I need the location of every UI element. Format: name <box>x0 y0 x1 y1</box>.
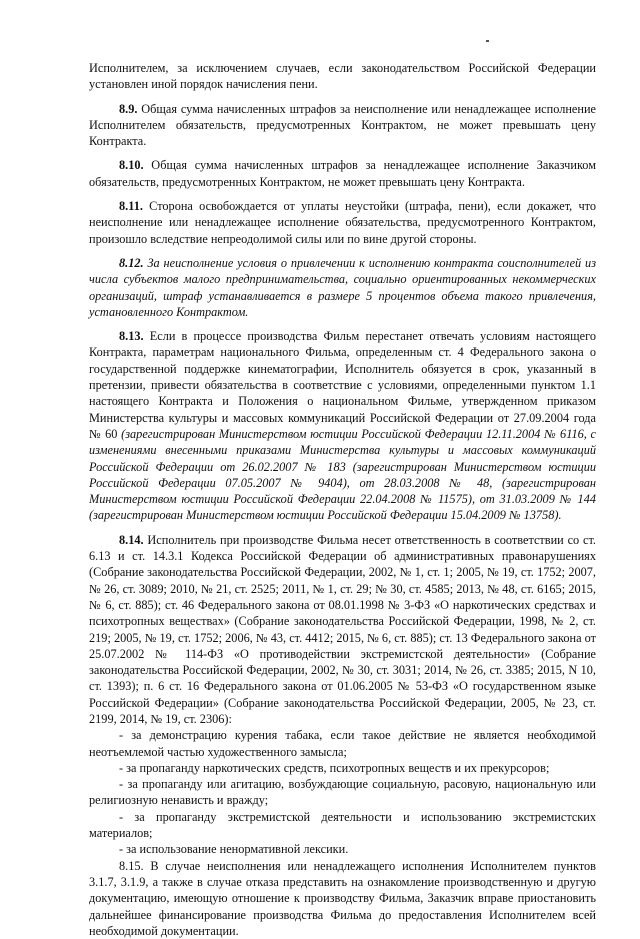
clause-number: 8.14. <box>119 532 144 547</box>
paragraph-8-15: 8.15. В случае неисполнения или ненадлежащего исполнения Исполнителем пунктов 3.1.7, 3.1.9, а также в случае отказа представить на ознакомление производственную и другую документацию, имеющую отношение к производству Фильма, Заказчик вправе приостановить дальнейшее финансирование производства Фильма до предоставления Исполнителем всей необходимой документации. <box>89 858 596 938</box>
clause-number: 8.10. <box>119 158 144 173</box>
paragraph-8-14: 8.14. Исполнитель при производстве Фильма несет ответственность в соответствии со ст. 6.13 и ст. 14.3.1 Кодекса Российской Федерации об административных правонарушениях (Собрание законодательства Российской Федерации, 2002, № 1, ст. 1; 2005, № 19, ст. 1752; 2007, № 26, ст. 3089; 2010, № 21, ст. 2525; 2011, № 1, ст. 29; № 30, ст. 4585; 2013, № 48, ст. 6165; 2015, № 6, ст. 885); ст. 46 Федерального закона от 08.01.1998 № 3-ФЗ «О наркотических средствах и психотропных веществах» (Собрание законодательства Российской Федерации, 1998, № 2, ст. 219; 2005, № 19, ст. 1752; 2006, № 43, ст. 4412; 2015, № 6, ст. 885); ст. 13 Федерального закона от 25.07.2002 № 114-ФЗ «О противодействии экстремистской деятельности» (Собрание законодательства Российской Федерации, 2002, № 30, ст. 3031; 2014, № 26, ст. 3385; 2015, N 10, ст. 1393); п. 6 ст. 16 Федерального закона от 01.06.2005 № 53-ФЗ «О государственном языке Российской Федерации» (Собрание законодательства Российской Федерации, 2005, № 23, ст. 2199, 2014, № 19, ст. 2306): <box>89 532 596 726</box>
paragraph-8-10: 8.10. Общая сумма начисленных штрафов за ненадлежащее исполнение Заказчиком обязательств, предусмотренных Контрактом, не может превышать цену Контракта. <box>89 158 596 189</box>
list-item: - за пропаганду наркотических средств, психотропных веществ и их прекурсоров; <box>119 760 550 775</box>
paragraph-8-8-tail: Исполнителем, за исключением случаев, если законодательством Российской Федерации установлен иной порядок начисления пени. <box>89 61 596 92</box>
list-item: - за пропаганду экстремистской деятельности и использованию экстремистских материалов; <box>89 809 596 841</box>
clause-number: 8.9. <box>119 101 138 116</box>
clause-number: 8.13. <box>119 329 144 344</box>
list-item: - за демонстрацию курения табака, если такое действие не является необходимой неотъемлемой частью художественного замысла; <box>89 728 596 759</box>
clause-number: 8.11. <box>119 199 143 214</box>
clause-number: 8.12. <box>119 255 144 270</box>
paragraph-8-11: 8.11. Сторона освобождается от уплаты неустойки (штрафа, пени), если докажет, что неисполнение или ненадлежащее исполнение обязательства, предусмотренного Контрактом, произошло вследствие непреодолимой силы или по вине другой стороны. <box>89 199 596 246</box>
list-item: - за пропаганду или агитацию, возбуждающие социальную, расовую, национальную или религиозную ненависть и вражду; <box>89 777 596 808</box>
paragraph-8-12: 8.12. За неисполнение условия о привлечении к исполнению контракта соисполнителей из числа субъектов малого предпринимательства, социально ориентированных некоммерческих организаций, штраф устанавливается в размере 5 процентов объема такого привлечения, установленного Контрактом. <box>89 255 596 319</box>
paragraph-8-9: 8.9. Общая сумма начисленных штрафов за неисполнение или ненадлежащее исполнение Исполнителем обязательств, предусмотренных Контрактом, не может превышать цену Контракта. <box>89 101 596 149</box>
list-item: - за использование ненормативной лексики. <box>119 842 349 857</box>
document-body <box>89 60 596 939</box>
scan-mark <box>486 40 489 42</box>
paragraph-8-13: 8.13. Если в процессе производства Фильм перестанет отвечать условиям настоящего Контракта, параметрам национального Фильма, определенным ст. 4 Федерального закона о государственной поддержке кинематографии, Исполнитель обязуется в срок, указанный в претензии, привести обязательства в соответствие с условиями, определенными пунктом 1.1 настоящего Контракта и Положения о национальном Фильме, утвержденном приказом Министерства культуры и массовых коммуникаций Российской Федерации от 27.09.2004 года № 60 (зарегистрирован Министерством юстиции Российской Федерации 12.11.2004 № 6116, с изменениями внесенными приказами Министерства культуры и массовых коммуникаций Российской Федерации от 26.02.2007 № 183 (зарегистрирован Министерством юстиции Российской Федерации 07.05.2007 № 9404), от 28.03.2008 № 48, (зарегистрирован Министерством юстиции Российской Федерации 22.04.2008 № 11575), от 31.03.2009 № 144 (зарегистрирован Министерством юстиции Российской Федерации 15.04.2009 № 13758). <box>89 329 596 523</box>
